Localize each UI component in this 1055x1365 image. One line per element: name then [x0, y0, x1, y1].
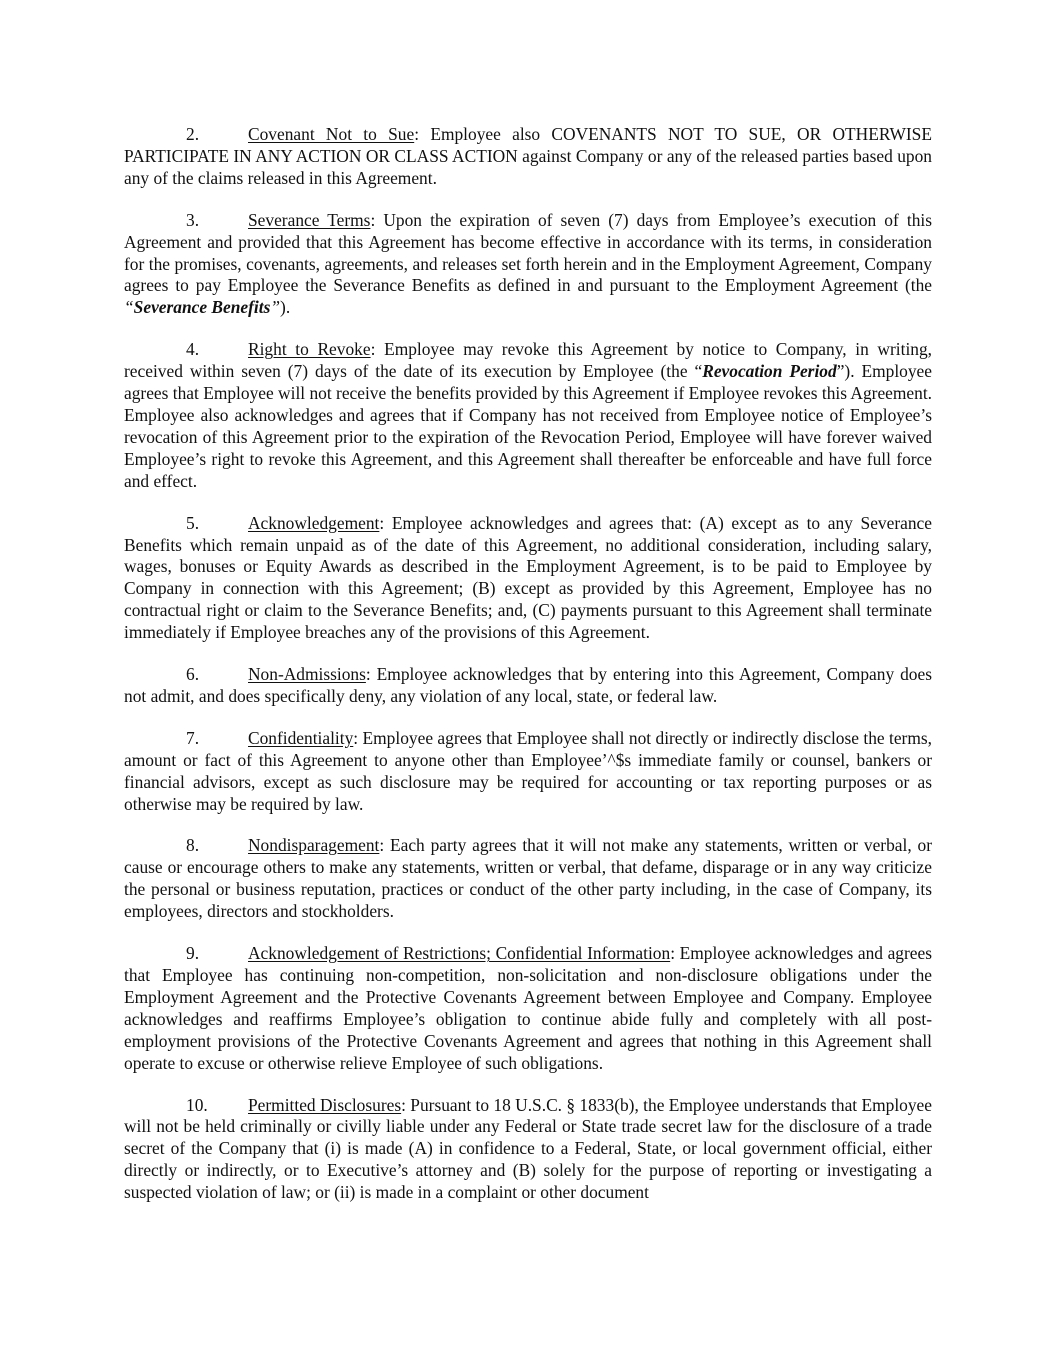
section-text: : Pursuant to 18 U.S.C. § 1833(b), the Employee understands that Employee will not be held criminally or civilly liable under any Federal or State trade secret law for the disclosure of a trade secret of the Company that (i) is made (A) in confidence to a Federal, State, or local government official, either directly or indirectly, or to Executive’s attorney and (B) solely for the purpose of reporting or investigating a suspected violation of law; or (ii) is made in a complaint or other document: [124, 1094, 932, 1203]
section-text: : Each party agrees that it will not make any statements, written or verbal, or cause or encourage others to make any statements, written or verbal, that defame, disparage or in any way criticize the personal or business reputation, practices or conduct of the other party including, in the case of Company, its employees, directors and stockholders.: [124, 835, 932, 922]
section-heading: Nondisparagement: [248, 835, 380, 856]
section-text: : Employee may revoke this Agreement by notice to Company, in writing, received within seven (7) days of the date of its execution by Employee (the “: [124, 339, 933, 382]
section-heading: Non-Admissions: [248, 664, 366, 685]
section-6: [124, 664, 932, 708]
section-text-end: ”). Employee agrees that Employee will not receive the benefits provided by this Agreement if Employee revokes this Agreement. Employee also acknowledges and agrees that if Company has not received from Employee notice of Employee’s revocation of this Agreement prior to the expiration of the Revocation Period, Employee will have forever waived Employee’s right to revoke this Agreement, and this Agreement shall thereafter be enforceable and have full force and effect.: [124, 361, 932, 491]
section-heading: Right to Revoke: [248, 339, 371, 360]
section-heading: Permitted Disclosures: [248, 1094, 402, 1115]
section-5: [124, 513, 932, 644]
section-number: 8.: [186, 835, 200, 856]
section-number: 9.: [186, 943, 200, 964]
defined-term-revocation-period: Revocation Period: [702, 361, 837, 382]
section-heading: Covenant Not to Sue: [248, 124, 415, 144]
section-text: : Employee agrees that Employee shall not directly or indirectly disclose the terms, amount or fact of this Agreement to anyone other than Employee’^$s immediate family or counsel, bankers or financial advisors, except as such disclosure may be required for accounting or tax reporting purposes or as otherwise may be required by law.: [124, 727, 932, 814]
section-number: 7.: [186, 727, 200, 748]
section-number: 4.: [186, 339, 200, 360]
section-number: 10.: [186, 1094, 208, 1115]
section-9: [124, 943, 932, 1074]
section-heading: Acknowledgement of Restrictions; Confidential Information: [248, 943, 671, 964]
section-text: : Employee acknowledges and agrees that: (A) except as to any Severance Benefits which remain unpaid as of the date of this Agreement, no additional consideration, including salary, wages, bonuses or Equity Awards as described in the Employment Agreement, is to be paid to Employee by Company in connection with this Agreement; (B) except as provided by this Agreement, Employee has no contractual right or claim to the Severance Benefits; and, (C) payments pursuant to this Agreement shall terminate immediately if Employee breaches any of the provisions of this Agreement.: [124, 512, 932, 643]
section-3: [124, 210, 932, 320]
section-number: 5.: [186, 512, 200, 533]
section-8: [124, 835, 932, 923]
section-text: : Employee also COVENANTS NOT TO SUE, OR OTHERWISE PARTICIPATE IN ANY ACTION OR CLASS ACTION against Company or any of the released parties based upon any of the claims released in this Agreement.: [124, 124, 932, 188]
section-2: [124, 124, 932, 190]
section-number: 3.: [186, 209, 200, 230]
section-text: : Employee acknowledges and agrees that Employee has continuing non-competition, non-solicitation and non-disclosure obligations under the Employment Agreement and the Protective Covenants Agreement between Employee and Company. Employee acknowledges and reaffirms Employee’s obligation to continue abide fully and completely with all post-employment provisions of the Protective Covenants Agreement and agrees that nothing in this Agreement shall operate to excuse or otherwise relieve Employee of such obligations.: [124, 943, 932, 1073]
close-quote: ”: [270, 297, 281, 318]
section-heading: Acknowledgement: [248, 512, 380, 533]
section-7: [124, 728, 932, 816]
section-4: [124, 339, 932, 492]
section-number: 2.: [186, 124, 200, 144]
document-page: [124, 124, 932, 1224]
section-text: : Upon the expiration of seven (7) days from Employee’s execution of this Agreement and provided that this Agreement has become effective in accordance with its terms, in consideration for the promises, covenants, agreements, and releases set forth herein and in the Employment Agreement, Company agrees to pay Employee the Severance Benefits as defined in and pursuant to the Employment Agreement (the: [124, 209, 932, 296]
section-text: : Employee acknowledges that by entering into this Agreement, Company does not admit, and does specifically deny, any violation of any local, state, or federal law.: [124, 664, 932, 706]
defined-term-severance-benefits: Severance Benefits: [133, 297, 271, 318]
section-number: 6.: [186, 664, 200, 685]
section-heading: Confidentiality: [248, 727, 354, 748]
open-quote: “: [124, 297, 134, 318]
section-text-end: ).: [280, 297, 291, 318]
section-heading: Severance Terms: [248, 209, 371, 230]
section-10: [124, 1095, 932, 1205]
